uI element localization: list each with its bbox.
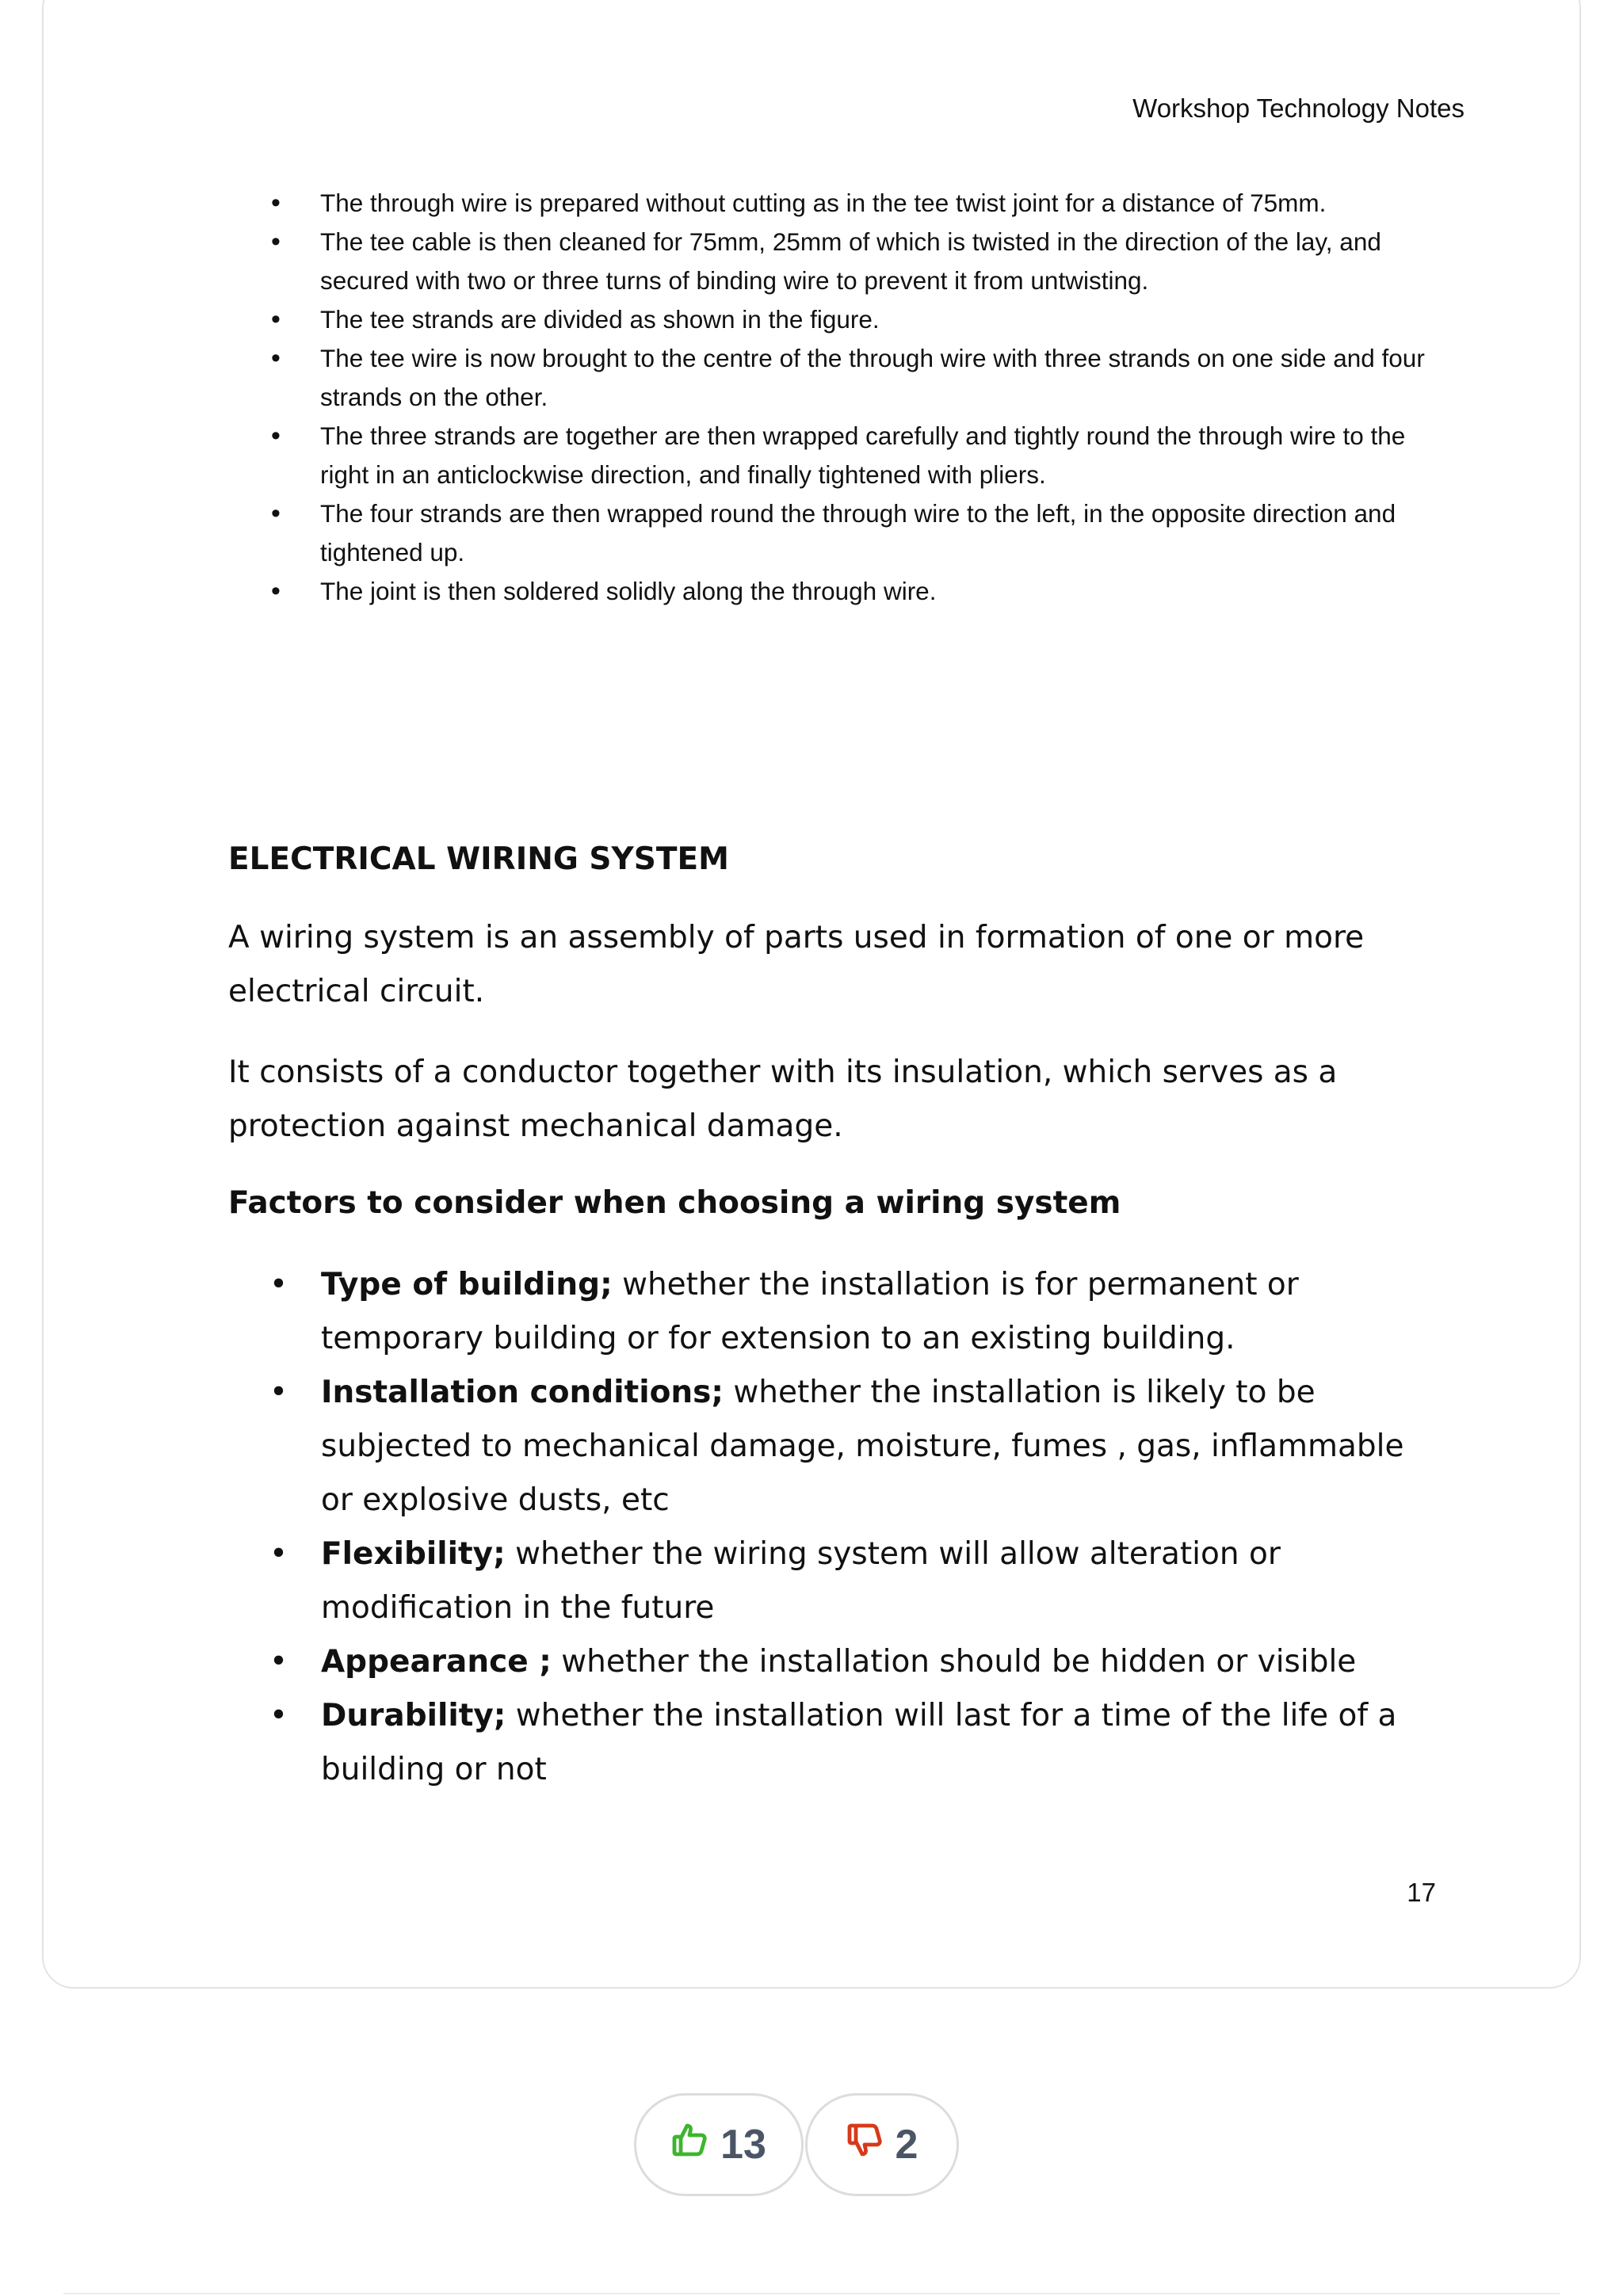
section-heading: ELECTRICAL WIRING SYSTEM (228, 841, 729, 877)
factor-term: Installation conditions; (321, 1375, 724, 1410)
thumbs-down-icon (846, 2121, 884, 2169)
factor-term: Appearance ; (321, 1644, 552, 1680)
upvote-count: 13 (720, 2122, 766, 2168)
list-item (228, 1258, 1433, 1366)
factor-term: Durability; (321, 1698, 506, 1733)
downvote-count: 2 (895, 2122, 918, 2168)
downvote-button[interactable] (805, 2093, 959, 2196)
list-item: • The tee strands are divided as shown in the figure. (206, 300, 1426, 339)
list-item: • The tee cable is then cleaned for 75mm, 25mm of which is twisted in the direction of the lay, and secured with two or three turns of binding wire to prevent it from untwisting. (206, 223, 1426, 300)
divider (63, 2293, 1560, 2294)
list-item: • The joint is then soldered solidly along the through wire. (206, 572, 1426, 611)
upvote-button[interactable] (634, 2093, 804, 2196)
factor-text: whether the installation is likely to be subjected to mechanical damage, moisture, fumes , gas, inflammable or explosive dusts, etc (321, 1375, 1404, 1518)
factor-text: whether the wiring system will allow alteration or modification in the future (321, 1536, 1281, 1626)
list-item (228, 1366, 1433, 1527)
factor-text: whether the installation is for permanent or temporary building or for extension to an existing building. (321, 1267, 1299, 1356)
list-item (228, 1635, 1433, 1689)
factor-term: Type of building; (321, 1267, 613, 1302)
list-item: • The three strands are together are then wrapped carefully and tightly round the through wire to the right in an anticlockwise direction, and finally tightened with pliers. (206, 417, 1426, 494)
vote-bar (634, 2093, 959, 2199)
list-item: • The through wire is prepared without cutting as in the tee twist joint for a distance of 75mm. (206, 184, 1426, 223)
factors-list (228, 1258, 1433, 1797)
list-item: • The tee wire is now brought to the centre of the through wire with three strands on one side and four strands on the other. (206, 339, 1426, 417)
paragraph: A wiring system is an assembly of parts used in formation of one or more electrical circuit. (228, 920, 1365, 1009)
list-item (228, 1689, 1433, 1797)
factor-text: whether the installation should be hidden or visible (551, 1644, 1357, 1680)
factor-term: Flexibility; (321, 1536, 506, 1572)
factors-heading: Factors to consider when choosing a wiring system (228, 1185, 1121, 1221)
joint-steps-list (206, 184, 1426, 611)
list-item (228, 1527, 1433, 1635)
page-number: 17 (1407, 1878, 1436, 1907)
factor-text: whether the installation will last for a time of the life of a building or not (321, 1698, 1397, 1787)
paragraph: It consists of a conductor together with its insulation, which serves as a protection against mechanical damage. (228, 1055, 1338, 1144)
list-item: • The four strands are then wrapped round the through wire to the left, in the opposite direction and tightened up. (206, 494, 1426, 572)
thumbs-up-icon (671, 2121, 709, 2169)
running-header: Workshop Technology Notes (1132, 93, 1465, 123)
